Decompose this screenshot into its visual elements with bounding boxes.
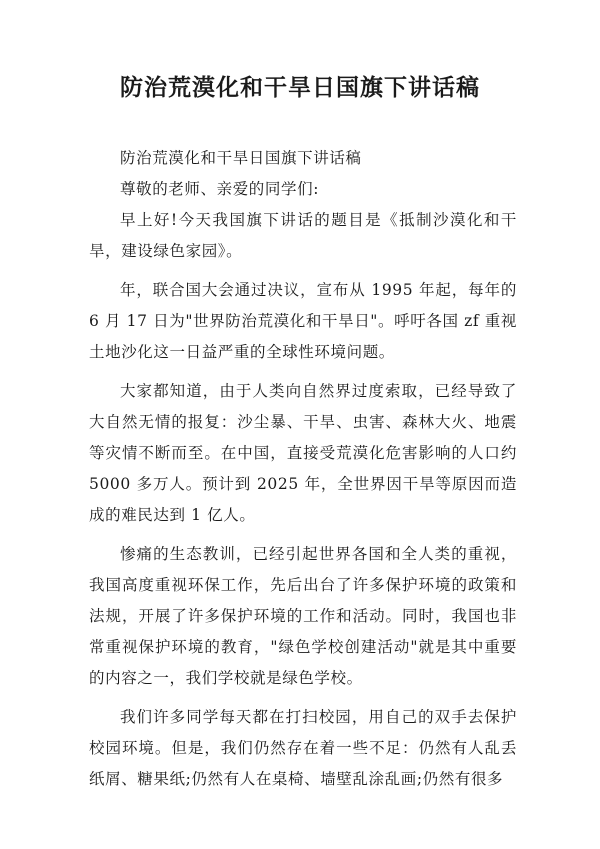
paragraph-greeting: 尊敬的老师、亲爱的同学们: (120, 180, 320, 198)
paragraph-un-resolution: 年，联合国大会通过决议，宣布从 1995 年起，每年的 6 月 17 日为"世界防治荒漠化和干旱日"。呼吁各国 zf 重视土地沙化这一日益严重的全球性环境问题。 (89, 281, 517, 361)
paragraph-subtitle: 防治荒漠化和干旱日国旗下讲话稿 (120, 149, 362, 167)
paragraph-campus: 我们许多同学每天都在打扫校园，用自己的双手去保护校园环境。但是，我们仍然存在着一些不足：仍然有人乱丢纸屑、糖果纸;仍然有人在桌椅、墙壁乱涂乱画;仍然有很多 (89, 708, 517, 788)
document-title: 防治荒漠化和干旱日国旗下讲话稿 (120, 74, 480, 101)
paragraph-disasters: 大家都知道，由于人类向自然界过度索取，已经导致了大自然无情的报复：沙尘暴、干旱、虫害、森林大火、地震等灾情不断而至。在中国，直接受荒漠化危害影响的人口约 5000 多万人。预计到 2025 年，全世界因干旱等原因而造成的难民达到 1 亿人。 (89, 382, 517, 524)
paragraph-lessons: 惨痛的生态教训，已经引起世界各国和全人类的重视，我国高度重视环保工作，先后出台了许多保护环境的政策和法规，开展了许多保护环境的工作和活动。同时，我国也非常重视保护环境的教育，"绿色学校创建活动"就是其中重要的内容之一，我们学校就是绿色学校。 (89, 545, 517, 687)
document-body (89, 143, 517, 795)
paragraph-opening: 早上好!今天我国旗下讲话的题目是《抵制沙漠化和干旱，建设绿色家园》。 (89, 211, 517, 260)
